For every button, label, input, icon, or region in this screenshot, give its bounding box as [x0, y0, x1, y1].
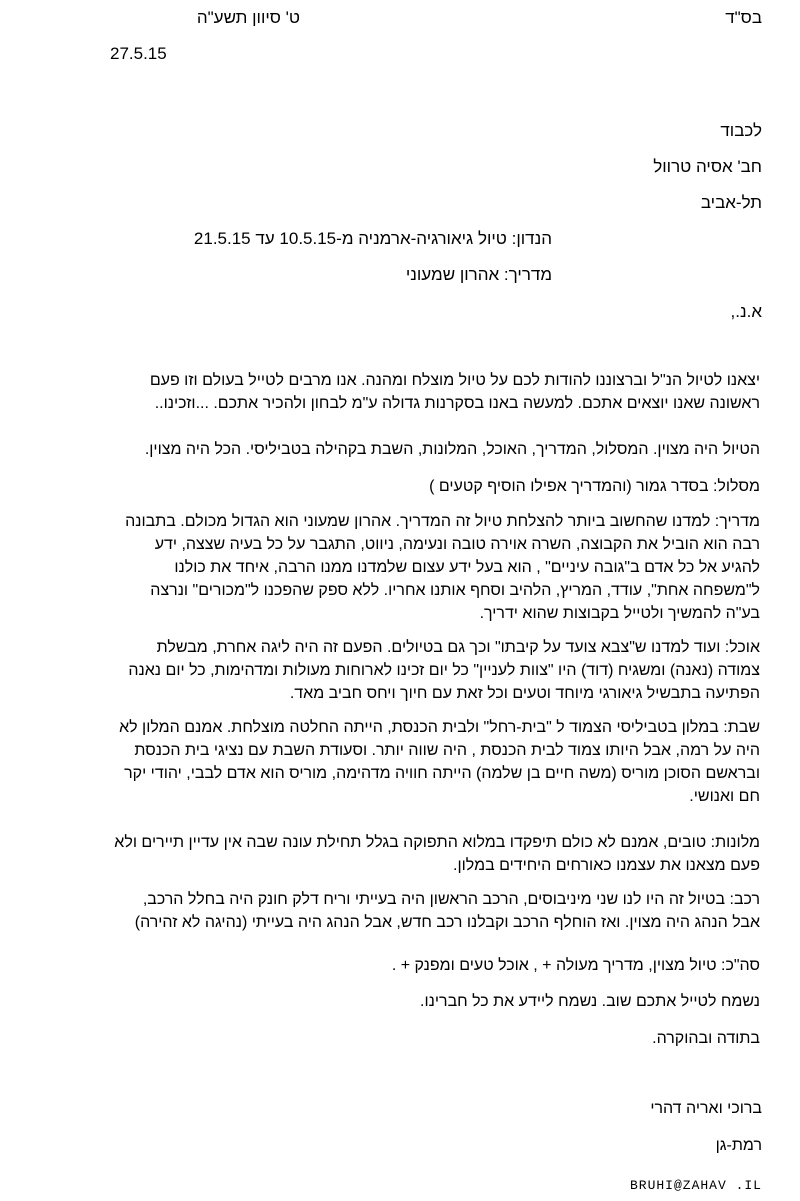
paragraph-summary [30, 438, 760, 461]
hebrew-date: ט' סיוון תשע"ה [196, 8, 300, 27]
bsd-header: בס"ד [725, 8, 762, 27]
paragraph-line: חם ואנושי. [689, 788, 760, 805]
paragraph-line: נשמח לטייל אתכם שוב. נשמח ליידע את כל חברינו. [420, 993, 760, 1010]
paragraph-total [30, 954, 760, 977]
paragraph-line: אבל הנהג היה מצוין. ואז הוחלף הרכב וקבלנו רכב חדש, אבל הנהג היה בעייתי (נהיגה לא זהירה) [134, 914, 760, 931]
recipient-city: תל-אביב [700, 193, 762, 212]
paragraph-food [30, 636, 760, 705]
signature-email: BRUHI@ZAHAV .IL [629, 1178, 762, 1193]
paragraph-line: מדריך: למדנו שהחשוב ביותר להצלחת טיול זה המדריך. אהרון שמעוני הוא הגדול מכולם. בתבונה [125, 513, 760, 530]
paragraph-line: ראשונה שאנו יוצאים אתכם. למעשה באנו בסקרנות גדולה ע"מ לבחון ולהכיר אתכם. ...וזכינו.. [154, 395, 760, 412]
subject-guide: מדריך: אהרון שמעוני [405, 265, 552, 284]
paragraph-line: סה"כ: טיול מצוין, מדריך מעולה + , אוכל טעים ומפנק + . [391, 957, 760, 974]
paragraph-thanks [30, 1027, 760, 1050]
recipient-title: לכבוד [720, 121, 762, 140]
paragraph-line: היה על רמה, אבל היותו צמוד לבית הכנסת , היה שווה יותר. וסעודת השבת עם נציגי בית הכנסת [134, 742, 760, 759]
paragraph-guide [30, 510, 760, 625]
recipient-company: חב' אסיה טרוול [653, 157, 762, 176]
signature-names: ברוכי ואריה דהרי [650, 1100, 762, 1117]
paragraph-line: מסלול: בסדר גמור (והמדריך אפילו הוסיף קטעים ) [429, 478, 760, 495]
paragraph-line: רבה הוא הוביל את הקבוצה, השרה אוירה טובה ונעימה, ניווט, התגבר על כל בעיה שצצה, ידע [154, 536, 760, 553]
paragraph-line: אוכל: ועוד למדנו ש"צבא צועד על קיבתו" וכך גם בטיולים. הפעם זה היה ליגה אחרת, מבשלת [156, 639, 760, 656]
paragraph-route [30, 475, 760, 498]
paragraph-hotels [30, 831, 760, 877]
paragraph-line: ל"משפחה אחת", עודד, המריץ, הלהיב וסחף אותנו אחריו. ללא ספק שהפכנו ל"מכורים" ונרצה [150, 582, 760, 599]
paragraph-vehicle [30, 888, 760, 934]
paragraph-line: רכב: בטיול זה היו לנו שני מיניבוסים, הרכב הראשון היה בעייתי וריח דלק חונק היה בחלל הרכב, [142, 891, 760, 908]
paragraph-line: שבת: במלון בטביליסי הצמוד ל "בית-רחל" ולבית הכנסת, הייתה החלטה מוצלחת. אמנם המלון לא [119, 719, 760, 736]
paragraph-line: צמודה (נאנה) ומשגיח (דוד) היו "צוות לעניין" כל יום זכינו לארוחות מעולות ומדהימות, כל יום נאנה [128, 662, 760, 679]
paragraph-shabbat [30, 716, 760, 808]
paragraph-line: בע"ה להמשיך ולטייל בקבוצות שהוא ידריך. [479, 605, 760, 622]
paragraph-line: הפתיעה בתבשיל גיאורגי מיוחד וטעים וכל זאת עם חיוך ויחס חביב מאד. [289, 685, 760, 702]
paragraph-closing [30, 990, 760, 1013]
salutation: א.נ., [730, 302, 762, 321]
paragraph-line: ובראשם הסוכן מוריס (משה חיים בן שלמה) הייתה חוויה מדהימה, מוריס הוא אדם לבבי, יהודי יקר [124, 765, 760, 782]
subject-line: הנדון: טיול גיאורגיה-ארמניה מ-10.5.15 עד 21.5.15 [193, 229, 552, 248]
signature-city: רמת-גן [715, 1137, 762, 1154]
paragraph-line: פעם מצאנו את עצמנו כאורחים היחידים במלון. [453, 857, 760, 874]
paragraph-line: להגיע אל כל אדם ב"גובה עיניים" , הוא בעל ידע עצום שלמדנו ממנו הרבה, איחד את כולנו [174, 559, 760, 576]
paragraph-line: בתודה ובהוקרה. [652, 1030, 760, 1047]
paragraph-line: מלונות: טובים, אמנם לא כולם תיפקדו במלוא התפוקה בגלל תחילת עונה שבה אין עדיין תיירים ולא [114, 834, 760, 851]
gregorian-date: 27.5.15 [110, 44, 167, 63]
paragraph-line: יצאנו לטיול הנ"ל וברצוננו להודות לכם על טיול מוצלח ומהנה. אנו מרבים לטייל בעולם וזו פעם [149, 372, 760, 389]
paragraph-intro [30, 369, 760, 415]
paragraph-line: הטיול היה מצוין. המסלול, המדריך, האוכל, המלונות, השבת בקהילה בטביליסי. הכל היה מצוין. [144, 441, 760, 458]
